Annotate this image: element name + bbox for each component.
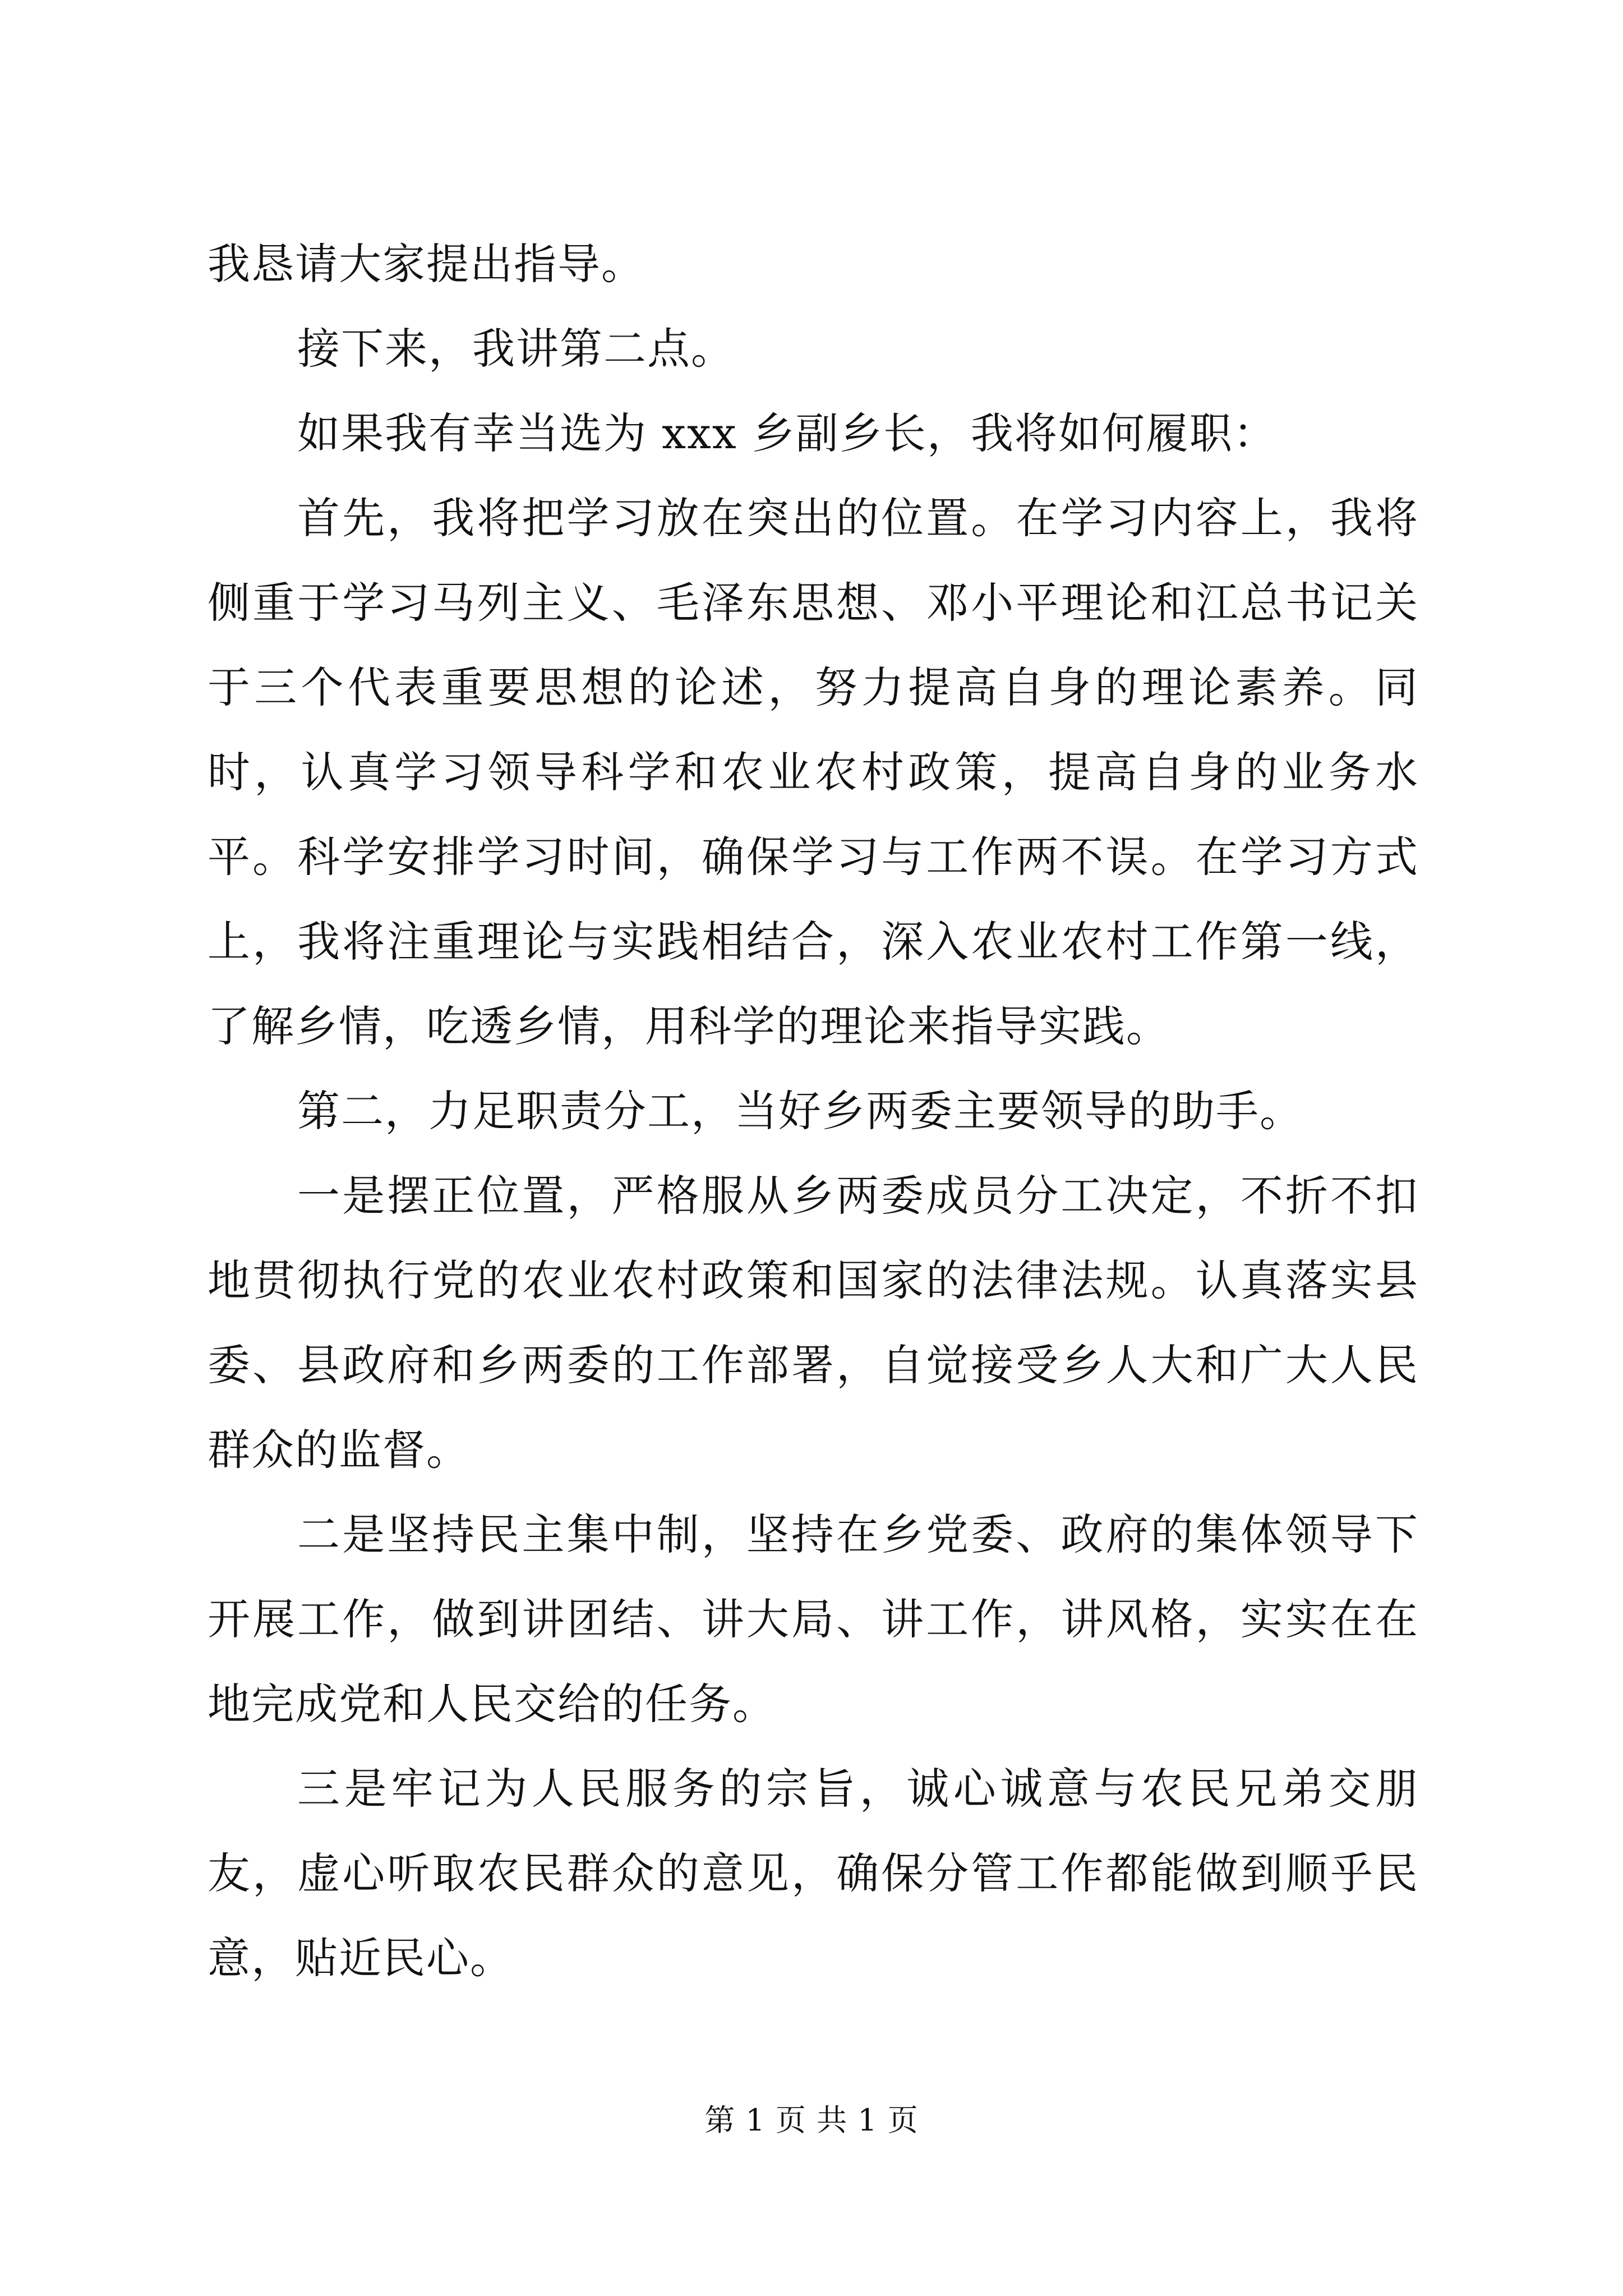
paragraph-2: 接下来，我讲第二点。 [297, 324, 735, 374]
paragraph-1: 我恳请大家提出指导。 [208, 239, 645, 289]
paragraph-8: 三是牢记为人民服务的宗旨，诚心诚意与农民兄弟交朋友，虚心听取农民群众的意见，确保分管工作都能做到顺乎民意，贴近民心。 [208, 1764, 1419, 1983]
paragraph-4: 首先，我将把学习放在突出的位置。在学习内容上，我将侧重于学习马列主义、毛泽东思想、邓小平理论和江总书记关于三个代表重要思想的论述，努力提高自身的理论素养。同时，认真学习领导科学和农业农村政策，提高自身的业务水平。科学安排学习时间，确保学习与工作两不误。在学习方式上，我将注重理论与实践相结合，深入农业农村工作第一线，了解乡情，吃透乡情，用科学的理论来指导实践。 [208, 493, 1419, 1051]
document-body [208, 222, 1419, 2000]
paragraph-6: 一是摆正位置，严格服从乡两委成员分工决定，不折不扣地贯彻执行党的农业农村政策和国家的法律法规。认真落实县委、县政府和乡两委的工作部署，自觉接受乡人大和广大人民群众的监督。 [208, 1171, 1419, 1475]
paragraph-5: 第二，力足职责分工，当好乡两委主要领导的助手。 [297, 1086, 1303, 1136]
paragraph-3: 如果我有幸当选为 xxx 乡副乡长，我将如何履职： [297, 408, 1277, 458]
page-number-footer: 第 1 页 共 1 页 [704, 2102, 919, 2138]
paragraph-7: 二是坚持民主集中制，坚持在乡党委、政府的集体领导下开展工作，做到讲团结、讲大局、讲工作，讲风格，实实在在地完成党和人民交给的任务。 [208, 1510, 1419, 1729]
